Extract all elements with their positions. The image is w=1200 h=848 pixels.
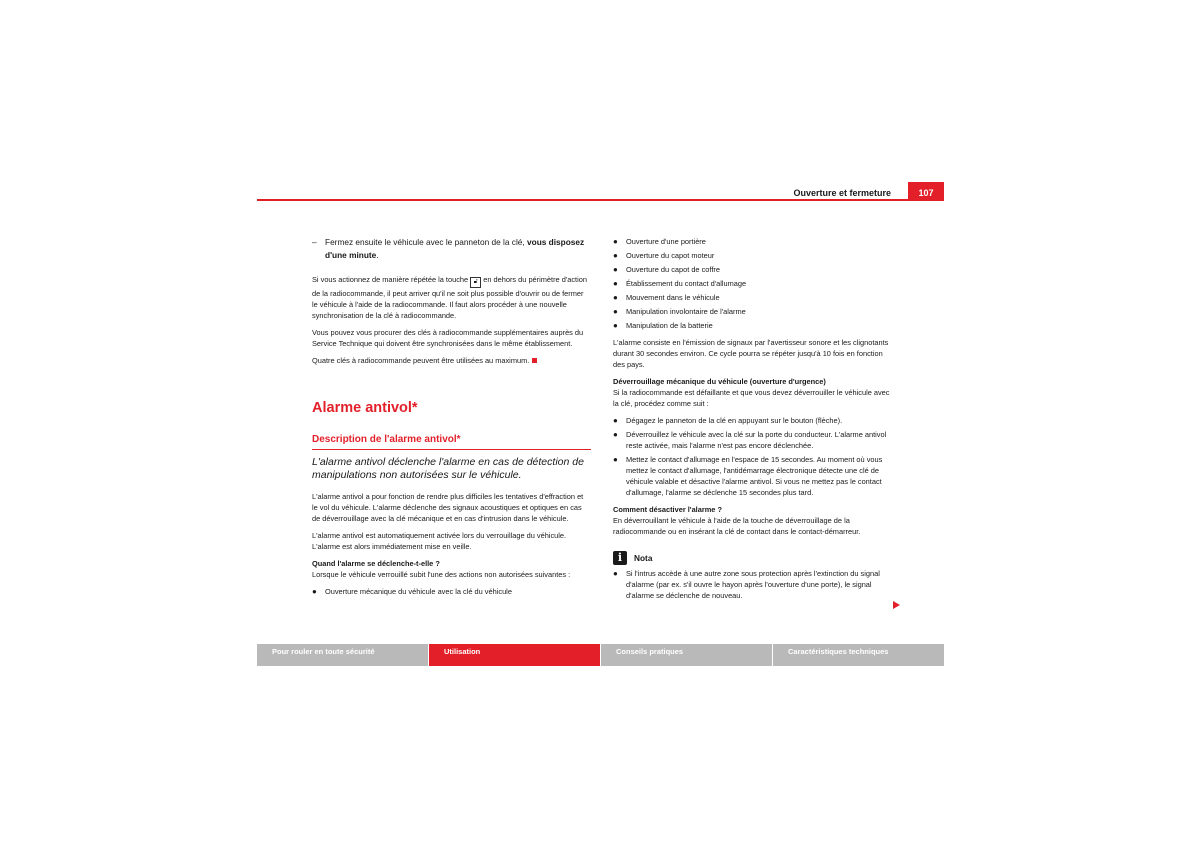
info-icon: i: [613, 551, 627, 565]
bullet-icon: ●: [613, 455, 618, 464]
subheading: Quand l'alarme se déclenche-t-elle ?: [312, 559, 440, 568]
bullet-icon: ●: [613, 430, 618, 439]
note-label: Nota: [634, 552, 653, 563]
tab-caracteristiques-techniques[interactable]: Caractéristiques techniques: [773, 644, 944, 666]
bullet-text: Ouverture mécanique du véhicule avec la clé du véhicule: [325, 587, 512, 596]
bullet-item: [613, 236, 891, 247]
page-number: 107: [908, 182, 944, 201]
bullet-text: Ouverture du capot moteur: [626, 251, 715, 260]
subheading: Déverrouillage mécanique du véhicule (ouverture d'urgence): [613, 377, 826, 386]
paragraph: Si la radiocommande est défaillante et que vous devez déverrouiller le véhicule avec la clé, procédez comme suit :: [613, 388, 890, 408]
bullet-text: Mouvement dans le véhicule: [626, 293, 720, 302]
bullet-icon: ●: [613, 237, 618, 246]
paragraph: L'alarme consiste en l'émission de signaux par l'avertisseur sonore et les clignotants durant 30 secondes environ. Ce cycle pourra se répéter jusqu'à 10 fois en fonction des pays.: [613, 338, 889, 369]
bullet-text: Manipulation de la batterie: [626, 321, 713, 330]
dash-item-bold: vous disposez d'une minute: [325, 237, 585, 260]
bullet-icon: ●: [312, 587, 317, 596]
paragraph: [312, 355, 591, 366]
paragraph: [312, 274, 591, 321]
paragraph: Lorsque le véhicule verrouillé subit l'une des actions non autorisées suivantes :: [312, 570, 571, 579]
running-header-title: Ouverture et fermeture: [793, 188, 891, 198]
bullet-text: Ouverture d'une portière: [626, 237, 706, 246]
bullet-icon: ●: [613, 279, 618, 288]
paragraph: L'alarme antivol est automatiquement activée lors du verrouillage du véhicule. L'alarme est alors immédiatement mise en veille.: [312, 531, 567, 551]
bullet-item: [613, 454, 891, 498]
bullet-icon: ●: [613, 307, 618, 316]
bullet-item: [613, 320, 891, 331]
paragraph-text: Si vous actionnez de manière répétée la touche: [312, 275, 471, 284]
bullet-text: Ouverture du capot de coffre: [626, 265, 720, 274]
dash-marker: –: [312, 237, 317, 247]
bullet-item: [613, 292, 891, 303]
left-column: [312, 236, 591, 600]
bullet-item: [312, 586, 591, 597]
unlock-key-icon: 🔓︎: [470, 277, 481, 288]
subsection-heading: Description de l'alarme antivol*: [312, 433, 591, 450]
note-header: [613, 551, 891, 565]
bullet-icon: ●: [613, 293, 618, 302]
bullet-text: Dégagez le panneton de la clé en appuyant sur le bouton (flèche).: [626, 416, 843, 425]
tab-conseils-pratiques[interactable]: Conseils pratiques: [601, 644, 772, 666]
continue-arrow-icon: [893, 601, 900, 609]
bullet-text: Mettez le contact d'allumage en l'espace de 15 secondes. Au moment où vous mettez le contact d'allumage, l'antidémarrage électronique détecte une clé de véhicule valable et désactive l'alarme antivol. Si vous ne mettez pas le contact d'allumage, l'alarme se déclenche 15 secondes plus tard.: [626, 455, 883, 497]
subheading: Comment désactiver l'alarme ?: [613, 505, 722, 514]
bullet-text: Manipulation involontaire de l'alarme: [626, 307, 746, 316]
note-bullet-item: [613, 568, 891, 601]
right-column: [613, 236, 891, 604]
footer-tabs: [257, 644, 944, 666]
bullet-item: [613, 264, 891, 275]
bullet-list: [613, 236, 891, 331]
paragraph: Vous pouvez vous procurer des clés à radiocommande supplémentaires auprès du Service Technique qui doivent être synchronisées dans le même établissement.: [312, 328, 584, 348]
bullet-icon: ●: [613, 265, 618, 274]
bullet-item: [613, 250, 891, 261]
tab-pour-rouler[interactable]: Pour rouler en toute sécurité: [257, 644, 428, 666]
bullet-icon: ●: [613, 416, 618, 425]
note-text: Si l'intrus accède à une autre zone sous protection après l'extinction du signal d'alarme (par ex. s'il ouvre le hayon après l'ouverture d'une porte), le signal d'alarme se déclenche de nouveau.: [626, 569, 880, 600]
bullet-icon: ●: [613, 251, 618, 260]
dash-item-text: Fermez ensuite le véhicule avec le panneton de la clé,: [325, 237, 528, 247]
bullet-icon: ●: [613, 321, 618, 330]
bullet-text: Déverrouillez le véhicule avec la clé sur la porte du conducteur. L'alarme antivol reste activée, mais l'alarme n'est pas encore déclenchée.: [626, 430, 887, 450]
bullet-text: Établissement du contact d'allumage: [626, 279, 747, 288]
dash-item-end: .: [376, 250, 379, 260]
section-end-icon: [532, 358, 537, 363]
tab-utilisation[interactable]: Utilisation: [429, 644, 600, 666]
header-rule: [257, 199, 944, 201]
bullet-icon: ●: [613, 569, 618, 578]
section-heading: Alarme antivol*: [312, 400, 418, 416]
paragraph-text: en dehors du périmètre d'action de la radiocommande, il peut arriver qu'il ne soit plus possible d'ouvrir ou de fermer le véhicule à l'aide de la radiocommande. Il faut alors procéder à une nouvelle synchronisation de la clé à radiocommande.: [312, 275, 587, 320]
lead-text: L'alarme antivol déclenche l'alarme en cas de détection de manipulations non autorisées sur le véhicule.: [312, 456, 584, 481]
bullet-item: [613, 306, 891, 317]
dash-list-item: [312, 236, 591, 262]
paragraph: En déverrouillant le véhicule à l'aide de la touche de déverrouillage de la radiocommande ou en insérant la clé de contact dans le contact-démarreur.: [613, 516, 861, 536]
bullet-item: [613, 278, 891, 289]
bullet-item: [613, 429, 891, 451]
paragraph: L'alarme antivol a pour fonction de rendre plus difficiles les tentatives d'effraction et le vol du véhicule. L'alarme déclenche des signaux acoustiques et optiques en cas de déverrouillage avec la clé mécanique et en cas d'intrusion dans le véhicule.: [312, 492, 584, 523]
paragraph-text: Quatre clés à radiocommande peuvent être utilisées au maximum.: [312, 356, 530, 365]
bullet-item: [613, 415, 891, 426]
